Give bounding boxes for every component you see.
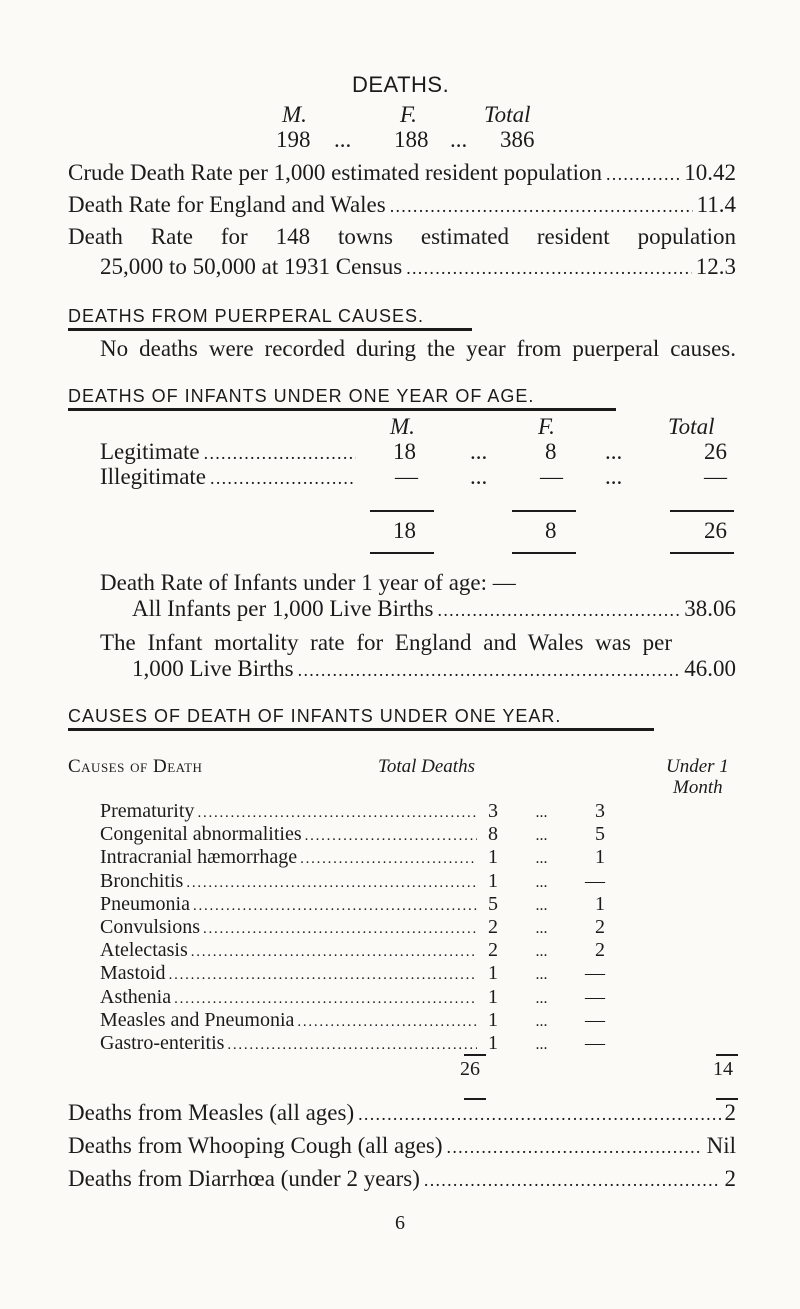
- cause-name: Prematurity: [100, 800, 195, 822]
- cause-name-cell: [100, 939, 480, 962]
- deaths-title: DEATHS.: [352, 72, 450, 97]
- legitimate-total: 26: [704, 439, 727, 464]
- cause-under-1-month: —: [585, 1032, 605, 1054]
- rate-value: 38.06: [684, 596, 736, 621]
- cause-under-1-month: —: [585, 869, 605, 892]
- cause-name-cell: [100, 1009, 480, 1032]
- cause-under-1-month: 1: [595, 846, 605, 869]
- cause-name-cell: [100, 870, 480, 893]
- table-row: [100, 846, 605, 869]
- cause-name-cell: [100, 846, 480, 869]
- cause-name: Congenital abnormalities: [100, 823, 302, 846]
- cause-total: 1: [488, 846, 498, 869]
- infants-heading: DEATHS OF INFANTS UNDER ONE YEAR OF AGE.: [68, 386, 535, 406]
- legitimate-f: 8: [545, 439, 557, 464]
- other-label: Deaths from Measles (all ages): [68, 1100, 355, 1125]
- causes-heading: CAUSES OF DEATH OF INFANTS UNDER ONE YEAR.: [68, 706, 562, 726]
- row-label: Legitimate: [100, 439, 200, 464]
- infants-sep: ...: [470, 439, 488, 464]
- other-value: Nil: [706, 1133, 736, 1158]
- cause-name-cell: [100, 962, 480, 985]
- heading-underline: [68, 328, 472, 331]
- cause-sep: ...: [535, 920, 548, 937]
- table-row: [100, 1032, 605, 1055]
- infants-sum-total: 26: [704, 518, 727, 543]
- rate-label: Death Rate for England and Wales: [68, 192, 386, 217]
- col-total-deaths: Total Deaths: [378, 756, 475, 777]
- england-wales-death-rate: [68, 192, 736, 218]
- ew-infant-rate-line1: The Infant mortality rate for England and Wales was per: [100, 630, 672, 655]
- towns-rate-line2: [100, 254, 736, 280]
- infants-sep: ...: [605, 464, 623, 489]
- other-label: Deaths from Whooping Cough (all ages): [68, 1133, 443, 1158]
- sum-line: [370, 552, 434, 554]
- cause-name: Mastoid: [100, 962, 166, 985]
- ew-infant-rate-line2: [132, 656, 736, 682]
- cause-total: 2: [488, 939, 498, 962]
- table-row: [100, 1009, 605, 1032]
- cause-under-1-month: —: [585, 1008, 605, 1031]
- other-label: Deaths from Diarrhœa (under 2 years): [68, 1166, 420, 1191]
- rate-label: All Infants per 1,000 Live Births: [132, 596, 434, 621]
- deaths-f: 188: [394, 127, 429, 152]
- cause-name-cell: [100, 1032, 480, 1055]
- cause-sep: ...: [535, 989, 548, 1007]
- cause-sep: ...: [535, 827, 548, 845]
- table-row: [100, 986, 605, 1009]
- cause-under-1-month: —: [585, 962, 605, 985]
- infants-sep: ...: [470, 464, 488, 489]
- cause-name-cell: [100, 893, 480, 916]
- deaths-col-f: F.: [400, 102, 417, 127]
- rate-value: 10.42: [684, 160, 736, 185]
- rate-label: Crude Death Rate per 1,000 estimated resident population: [68, 160, 602, 185]
- sum-line: [670, 552, 734, 554]
- deaths-col-m: M.: [282, 102, 307, 127]
- cause-name: Gastro-enteritis: [100, 1032, 225, 1054]
- table-row: [100, 962, 605, 985]
- other-value: 2: [724, 1166, 736, 1191]
- table-row: [100, 939, 605, 962]
- rate-label: 25,000 to 50,000 at 1931 Census: [100, 254, 403, 279]
- infants-col-f: F.: [538, 414, 555, 439]
- table-row: [100, 823, 605, 846]
- crude-death-rate: [68, 160, 736, 186]
- sum-line: [716, 1054, 738, 1056]
- cause-under-1-month: 5: [595, 823, 605, 846]
- cause-total: 1: [488, 869, 498, 892]
- cause-under-1-month: 2: [595, 916, 605, 938]
- cause-total: 2: [488, 916, 498, 938]
- deaths-sep: ...: [450, 127, 468, 152]
- sum-line: [370, 510, 434, 512]
- cause-name-cell: [100, 916, 480, 939]
- deaths-sep: ...: [334, 127, 352, 152]
- cause-sep: ...: [535, 850, 548, 868]
- cause-sep: ...: [535, 873, 548, 891]
- cause-under-1-month: —: [585, 985, 605, 1008]
- col-causes-of-death: Causes of Death: [68, 756, 203, 777]
- cause-under-1-month: 1: [595, 892, 605, 915]
- all-infants-rate: [132, 596, 736, 622]
- infants-sum-f: 8: [545, 518, 557, 543]
- col-under-1-month-line2: Month: [673, 777, 723, 798]
- cause-sep: ...: [535, 896, 548, 914]
- legitimate-label-row: [100, 439, 360, 465]
- legitimate-m: 18: [393, 439, 416, 464]
- page-number: 6: [395, 1212, 405, 1234]
- sum-line: [670, 510, 734, 512]
- cause-name: Measles and Pneumonia: [100, 1008, 295, 1031]
- puerperal-heading: DEATHS FROM PUERPERAL CAUSES.: [68, 306, 425, 326]
- cause-sep: ...: [535, 1012, 548, 1030]
- cause-total: 1: [488, 985, 498, 1008]
- infant-rate-heading: Death Rate of Infants under 1 year of age: —: [100, 570, 516, 595]
- cause-total: 1: [488, 962, 498, 985]
- measles-deaths: [68, 1100, 736, 1126]
- deaths-col-total: Total: [484, 102, 531, 127]
- cause-total: 1: [488, 1008, 498, 1031]
- cause-name-cell: [100, 800, 480, 823]
- cause-total: 8: [488, 823, 498, 846]
- cause-sep: ...: [535, 966, 548, 984]
- illegitimate-f: —: [540, 464, 563, 489]
- rate-value: 12.3: [695, 254, 736, 279]
- rate-value: 46.00: [684, 656, 736, 681]
- sum-line: [512, 510, 576, 512]
- cause-name: Intracranial hæmorrhage: [100, 846, 298, 869]
- cause-name-cell: [100, 986, 480, 1009]
- row-label: Illegitimate: [100, 464, 207, 489]
- table-row: [100, 800, 605, 823]
- col-under-1-month: Under 1: [666, 756, 729, 777]
- whooping-cough-deaths: [68, 1133, 736, 1159]
- cause-total: 1: [488, 1032, 498, 1054]
- infants-sep: ...: [605, 439, 623, 464]
- illegitimate-label-row: [100, 464, 360, 490]
- cause-under-1-month: 3: [595, 800, 605, 822]
- illegitimate-total: —: [704, 464, 727, 489]
- cause-name-cell: [100, 823, 480, 846]
- causes-sum-under: 14: [713, 1058, 733, 1080]
- cause-name: Atelectasis: [100, 939, 188, 962]
- illegitimate-m: —: [395, 464, 418, 489]
- cause-sep: ...: [535, 804, 548, 821]
- cause-name: Bronchitis: [100, 869, 184, 892]
- puerperal-text: No deaths were recorded during the year from puerperal causes.: [100, 336, 736, 361]
- cause-sep: ...: [535, 1036, 548, 1053]
- sum-line: [464, 1054, 486, 1056]
- diarrhoea-deaths: [68, 1166, 736, 1192]
- cause-total: 5: [488, 892, 498, 915]
- heading-underline: [68, 408, 616, 411]
- cause-sep: ...: [535, 943, 548, 961]
- table-row: [100, 916, 605, 939]
- towns-rate-line1: Death Rate for 148 towns estimated resident population: [68, 224, 736, 249]
- infants-col-m: M.: [390, 414, 415, 439]
- cause-name: Asthenia: [100, 985, 172, 1008]
- other-value: 2: [724, 1100, 736, 1125]
- rate-value: 11.4: [696, 192, 736, 217]
- deaths-total: 386: [500, 127, 535, 152]
- deaths-m: 198: [276, 127, 311, 152]
- sum-line: [512, 552, 576, 554]
- cause-total: 3: [488, 800, 498, 822]
- table-row: [100, 870, 605, 893]
- rate-label: 1,000 Live Births: [132, 656, 294, 681]
- causes-sum-total: 26: [460, 1058, 480, 1080]
- cause-under-1-month: 2: [595, 939, 605, 962]
- heading-underline: [68, 728, 654, 731]
- table-row: [100, 893, 605, 916]
- infants-sum-m: 18: [393, 518, 416, 543]
- cause-name: Pneumonia: [100, 892, 190, 915]
- infants-col-total: Total: [668, 414, 715, 439]
- cause-name: Convulsions: [100, 916, 201, 938]
